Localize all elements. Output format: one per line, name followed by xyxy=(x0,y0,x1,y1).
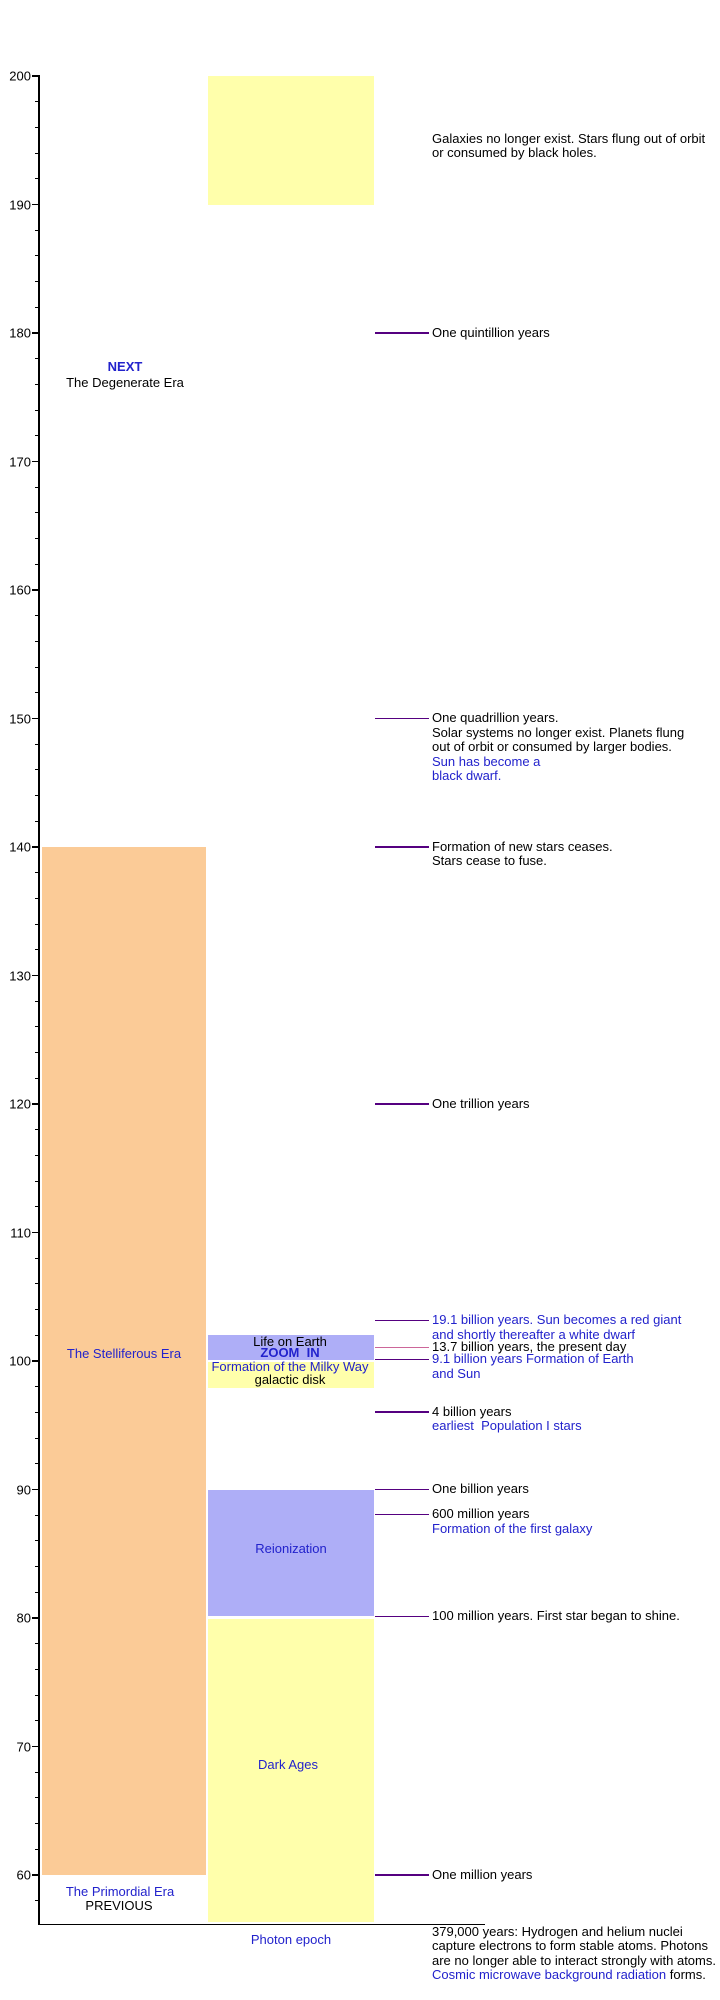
event-connector-line-100-million-years-first-star-began-to-sh xyxy=(375,1616,429,1618)
annotation-row xyxy=(432,740,684,755)
y-axis-minor-tick xyxy=(35,281,39,282)
annotation-row xyxy=(432,1419,582,1434)
y-axis-minor-tick xyxy=(35,667,39,668)
annotation-row xyxy=(432,1507,592,1522)
label-the-primordial-era: The Primordial Era xyxy=(65,1883,175,1899)
event-annotation-one-trillion-years xyxy=(432,1097,530,1112)
y-axis-major-tick-90 xyxy=(32,1489,39,1490)
y-axis-minor-tick xyxy=(35,1001,39,1002)
annotation-row xyxy=(432,726,684,741)
event-annotation-19-1-billion-years-sun-becomes-a-red-gia xyxy=(432,1313,681,1342)
annotation-text-blue: earliest Population I stars xyxy=(432,1418,582,1433)
y-axis-tick-label-200: 200 xyxy=(9,68,31,84)
y-axis-major-tick-130 xyxy=(32,975,39,976)
annotation-text: Solar systems no longer exist. Planets flung xyxy=(432,724,685,740)
y-axis-minor-tick xyxy=(35,1309,39,1310)
annotation-row xyxy=(432,1405,582,1420)
y-axis-tick-label-120: 120 xyxy=(9,1096,31,1112)
y-axis-minor-tick xyxy=(35,1566,39,1567)
annotation-text: forms. xyxy=(666,1967,706,1983)
annotation-row xyxy=(432,1097,530,1112)
y-axis-minor-tick xyxy=(35,358,39,359)
label-galactic-disk: galactic disk xyxy=(254,1371,326,1387)
annotation-row xyxy=(432,1939,716,1954)
y-axis-minor-tick xyxy=(35,1540,39,1541)
annotation-row xyxy=(432,840,613,855)
label-the-stelliferous-era: The Stelliferous Era xyxy=(66,1345,182,1361)
y-axis-minor-tick xyxy=(35,1129,39,1130)
label-previous: PREVIOUS xyxy=(85,1897,153,1913)
event-annotation-4-billion-years xyxy=(432,1405,582,1434)
label-reionization: Reionization xyxy=(255,1540,327,1556)
y-axis-minor-tick xyxy=(35,153,39,154)
y-axis-minor-tick xyxy=(35,898,39,899)
event-connector-line-13-7-billion-years-the-present-day xyxy=(375,1347,429,1349)
y-axis-tick-label-170: 170 xyxy=(9,454,31,469)
y-axis-tick-label-150: 150 xyxy=(9,711,31,726)
annotation-row xyxy=(432,1609,680,1624)
annotation-text-blue: Formation of the first galaxy xyxy=(432,1520,593,1536)
annotation-text: 100 million years. First star began to shine. xyxy=(432,1608,680,1624)
annotation-text-blue: Cosmic microwave background radiation xyxy=(432,1967,667,1983)
label-photon-epoch: Photon epoch xyxy=(250,1931,332,1947)
event-annotation-379-000-years-hydrogen-and-helium-nuclei xyxy=(432,1925,716,1983)
event-connector-line-one-quadrillion-years xyxy=(375,718,429,720)
y-axis-minor-tick xyxy=(35,1797,39,1798)
label-dark-ages: Dark Ages xyxy=(258,1756,318,1772)
annotation-text-blue: 9.1 billion years Formation of Earth xyxy=(432,1351,634,1367)
label-next: NEXT xyxy=(107,358,143,374)
y-axis-minor-tick xyxy=(35,1463,39,1464)
y-axis-minor-tick xyxy=(35,410,39,411)
annotation-row xyxy=(432,1954,716,1969)
y-axis-minor-tick xyxy=(35,1181,39,1182)
y-axis-minor-tick xyxy=(35,924,39,925)
annotation-text: out of orbit or consumed by larger bodies. xyxy=(432,739,672,755)
y-axis-major-tick-190 xyxy=(32,204,39,205)
y-axis-tick-label-160: 160 xyxy=(9,582,31,598)
y-axis-minor-tick xyxy=(35,769,39,770)
y-axis-minor-tick xyxy=(35,1695,39,1696)
annotation-row xyxy=(432,1482,529,1497)
y-axis-minor-tick xyxy=(35,1412,39,1413)
label-formation-of-the-milky-way: Formation of the Milky Way xyxy=(211,1358,369,1374)
annotation-row xyxy=(432,854,613,869)
y-axis-minor-tick xyxy=(35,1515,39,1516)
y-axis-minor-tick xyxy=(35,127,39,128)
annotation-text-blue: 19.1 billion years. Sun becomes a red giant xyxy=(432,1312,682,1328)
y-axis-minor-tick xyxy=(35,821,39,822)
annotation-text: capture electrons to form stable atoms. Photons xyxy=(432,1938,709,1954)
annotation-text: Formation of new stars ceases. xyxy=(432,838,613,854)
event-connector-line-one-billion-years xyxy=(375,1489,429,1491)
annotation-row xyxy=(432,132,705,147)
event-connector-line-one-quintillion-years xyxy=(375,332,429,334)
y-axis-minor-tick xyxy=(35,1772,39,1773)
y-axis-minor-tick xyxy=(35,641,39,642)
y-axis-minor-tick xyxy=(35,230,39,231)
y-axis-minor-tick xyxy=(35,255,39,256)
y-axis-minor-tick xyxy=(35,1823,39,1824)
y-axis-major-tick-200 xyxy=(32,75,39,76)
annotation-text: One billion years xyxy=(432,1481,529,1497)
label-the-degenerate-era: The Degenerate Era xyxy=(66,374,184,390)
y-axis-minor-tick xyxy=(35,487,39,488)
event-annotation-galaxies-no-longer-exist-stars-flung-out xyxy=(432,132,705,161)
y-axis-tick-label-190: 190 xyxy=(9,197,31,212)
annotation-text: are no longer able to interact strongly with atoms. xyxy=(432,1952,716,1968)
y-axis-minor-tick xyxy=(35,1438,39,1439)
event-annotation-100-million-years-first-star-began-to-sh xyxy=(432,1609,680,1624)
event-annotation-one-quintillion-years xyxy=(432,326,550,341)
y-axis-minor-tick xyxy=(35,692,39,693)
y-axis-major-tick-110 xyxy=(32,1232,39,1233)
annotation-text: One quintillion years xyxy=(432,324,550,340)
y-axis-minor-tick xyxy=(35,1026,39,1027)
y-axis-minor-tick xyxy=(35,1258,39,1259)
y-axis-major-tick-170 xyxy=(32,461,39,462)
y-axis-minor-tick xyxy=(35,615,39,616)
y-axis-minor-tick xyxy=(35,1078,39,1079)
y-axis-minor-tick xyxy=(35,1592,39,1593)
annotation-text: One quadrillion years. xyxy=(432,710,559,726)
y-axis-minor-tick xyxy=(35,435,39,436)
annotation-row xyxy=(432,326,550,341)
y-axis-major-tick-180 xyxy=(32,332,39,333)
annotation-text: 13.7 billion years, the present day xyxy=(432,1339,627,1355)
annotation-row xyxy=(432,1367,634,1382)
y-axis-minor-tick xyxy=(35,1643,39,1644)
y-axis-major-tick-140 xyxy=(32,846,39,847)
annotation-row xyxy=(432,755,684,770)
y-axis-major-tick-160 xyxy=(32,589,39,590)
y-axis-minor-tick xyxy=(35,795,39,796)
y-axis-minor-tick xyxy=(35,1900,39,1901)
annotation-text: One million years xyxy=(432,1866,533,1882)
label-zoom-in: ZOOM IN xyxy=(260,1344,320,1360)
annotation-row xyxy=(432,1868,532,1883)
y-axis-minor-tick xyxy=(35,564,39,565)
y-axis-minor-tick xyxy=(35,178,39,179)
y-axis-minor-tick xyxy=(35,1669,39,1670)
event-annotation-one-quadrillion-years xyxy=(432,711,684,784)
y-axis-major-tick-150 xyxy=(32,718,39,719)
event-annotation-one-billion-years xyxy=(432,1482,529,1497)
y-axis-minor-tick xyxy=(35,538,39,539)
annotation-text: 600 million years xyxy=(432,1506,530,1522)
y-axis-tick-label-130: 130 xyxy=(9,968,31,983)
y-axis-minor-tick xyxy=(35,1335,39,1336)
x-axis-line xyxy=(38,1924,485,1926)
annotation-text: Galaxies no longer exist. Stars flung out of orbit xyxy=(432,130,706,146)
y-axis-major-tick-60 xyxy=(32,1874,39,1875)
y-axis-minor-tick xyxy=(35,1283,39,1284)
y-axis-minor-tick xyxy=(35,949,39,950)
y-axis-minor-tick xyxy=(35,1849,39,1850)
event-annotation-600-million-years xyxy=(432,1507,592,1536)
y-axis-minor-tick xyxy=(35,512,39,513)
event-connector-line-9-1-billion-years-formation-of-earth xyxy=(375,1359,429,1361)
annotation-row xyxy=(432,1522,592,1537)
y-axis-minor-tick xyxy=(35,1052,39,1053)
annotation-row xyxy=(432,1968,716,1983)
y-axis-major-tick-80 xyxy=(32,1617,39,1618)
y-axis-minor-tick xyxy=(35,1155,39,1156)
event-connector-line-one-trillion-years xyxy=(375,1103,429,1105)
y-axis-tick-label-180: 180 xyxy=(9,325,31,341)
event-connector-line-4-billion-years xyxy=(375,1411,429,1413)
annotation-row xyxy=(432,146,705,161)
annotation-text-blue: and Sun xyxy=(432,1365,481,1381)
annotation-text: or consumed by black holes. xyxy=(432,145,597,161)
y-axis-tick-label-80: 80 xyxy=(16,1610,31,1626)
event-connector-line-600-million-years xyxy=(375,1514,429,1516)
annotation-row xyxy=(432,1313,681,1328)
annotation-row xyxy=(432,1925,716,1940)
event-annotation-formation-of-new-stars-ceases xyxy=(432,840,613,869)
annotation-text-blue: black dwarf. xyxy=(432,768,502,784)
y-axis-minor-tick xyxy=(35,101,39,102)
y-axis-tick-label-100: 100 xyxy=(9,1353,31,1369)
y-axis-tick-label-90: 90 xyxy=(16,1482,31,1497)
y-axis-minor-tick xyxy=(35,744,39,745)
event-connector-line-formation-of-new-stars-ceases xyxy=(375,846,429,848)
y-axis-major-tick-100 xyxy=(32,1360,39,1361)
annotation-text: 4 billion years xyxy=(432,1403,512,1419)
annotation-row xyxy=(432,769,684,784)
event-annotation-one-million-years xyxy=(432,1868,532,1883)
y-axis-minor-tick xyxy=(35,307,39,308)
y-axis-tick-label-110: 110 xyxy=(10,1225,31,1240)
annotation-row xyxy=(432,1352,634,1367)
y-axis-tick-label-70: 70 xyxy=(16,1739,31,1754)
event-connector-line-one-million-years xyxy=(375,1874,429,1876)
annotation-text-blue: Sun has become a xyxy=(432,753,541,769)
y-axis-minor-tick xyxy=(35,1720,39,1721)
annotation-text-blue: and shortly thereafter a white dwarf xyxy=(432,1326,636,1342)
y-axis-minor-tick xyxy=(35,1206,39,1207)
era-block-range-190-200 xyxy=(208,76,375,205)
y-axis-major-tick-70 xyxy=(32,1746,39,1747)
event-connector-line-19-1-billion-years-sun-becomes-a-red-gia xyxy=(375,1320,429,1322)
y-axis-minor-tick xyxy=(35,872,39,873)
annotation-text: Stars cease to fuse. xyxy=(432,853,547,869)
event-annotation-9-1-billion-years-formation-of-earth xyxy=(432,1352,634,1381)
y-axis-tick-label-60: 60 xyxy=(16,1867,31,1883)
annotation-text: 379,000 years: Hydrogen and helium nuclei xyxy=(432,1923,683,1939)
y-axis-tick-label-140: 140 xyxy=(9,839,31,855)
y-axis-major-tick-120 xyxy=(32,1103,39,1104)
annotation-row xyxy=(432,711,684,726)
y-axis-minor-tick xyxy=(35,384,39,385)
annotation-text: One trillion years xyxy=(432,1095,530,1111)
y-axis-minor-tick xyxy=(35,1386,39,1387)
label-life-on-earth: Life on Earth xyxy=(253,1333,327,1349)
